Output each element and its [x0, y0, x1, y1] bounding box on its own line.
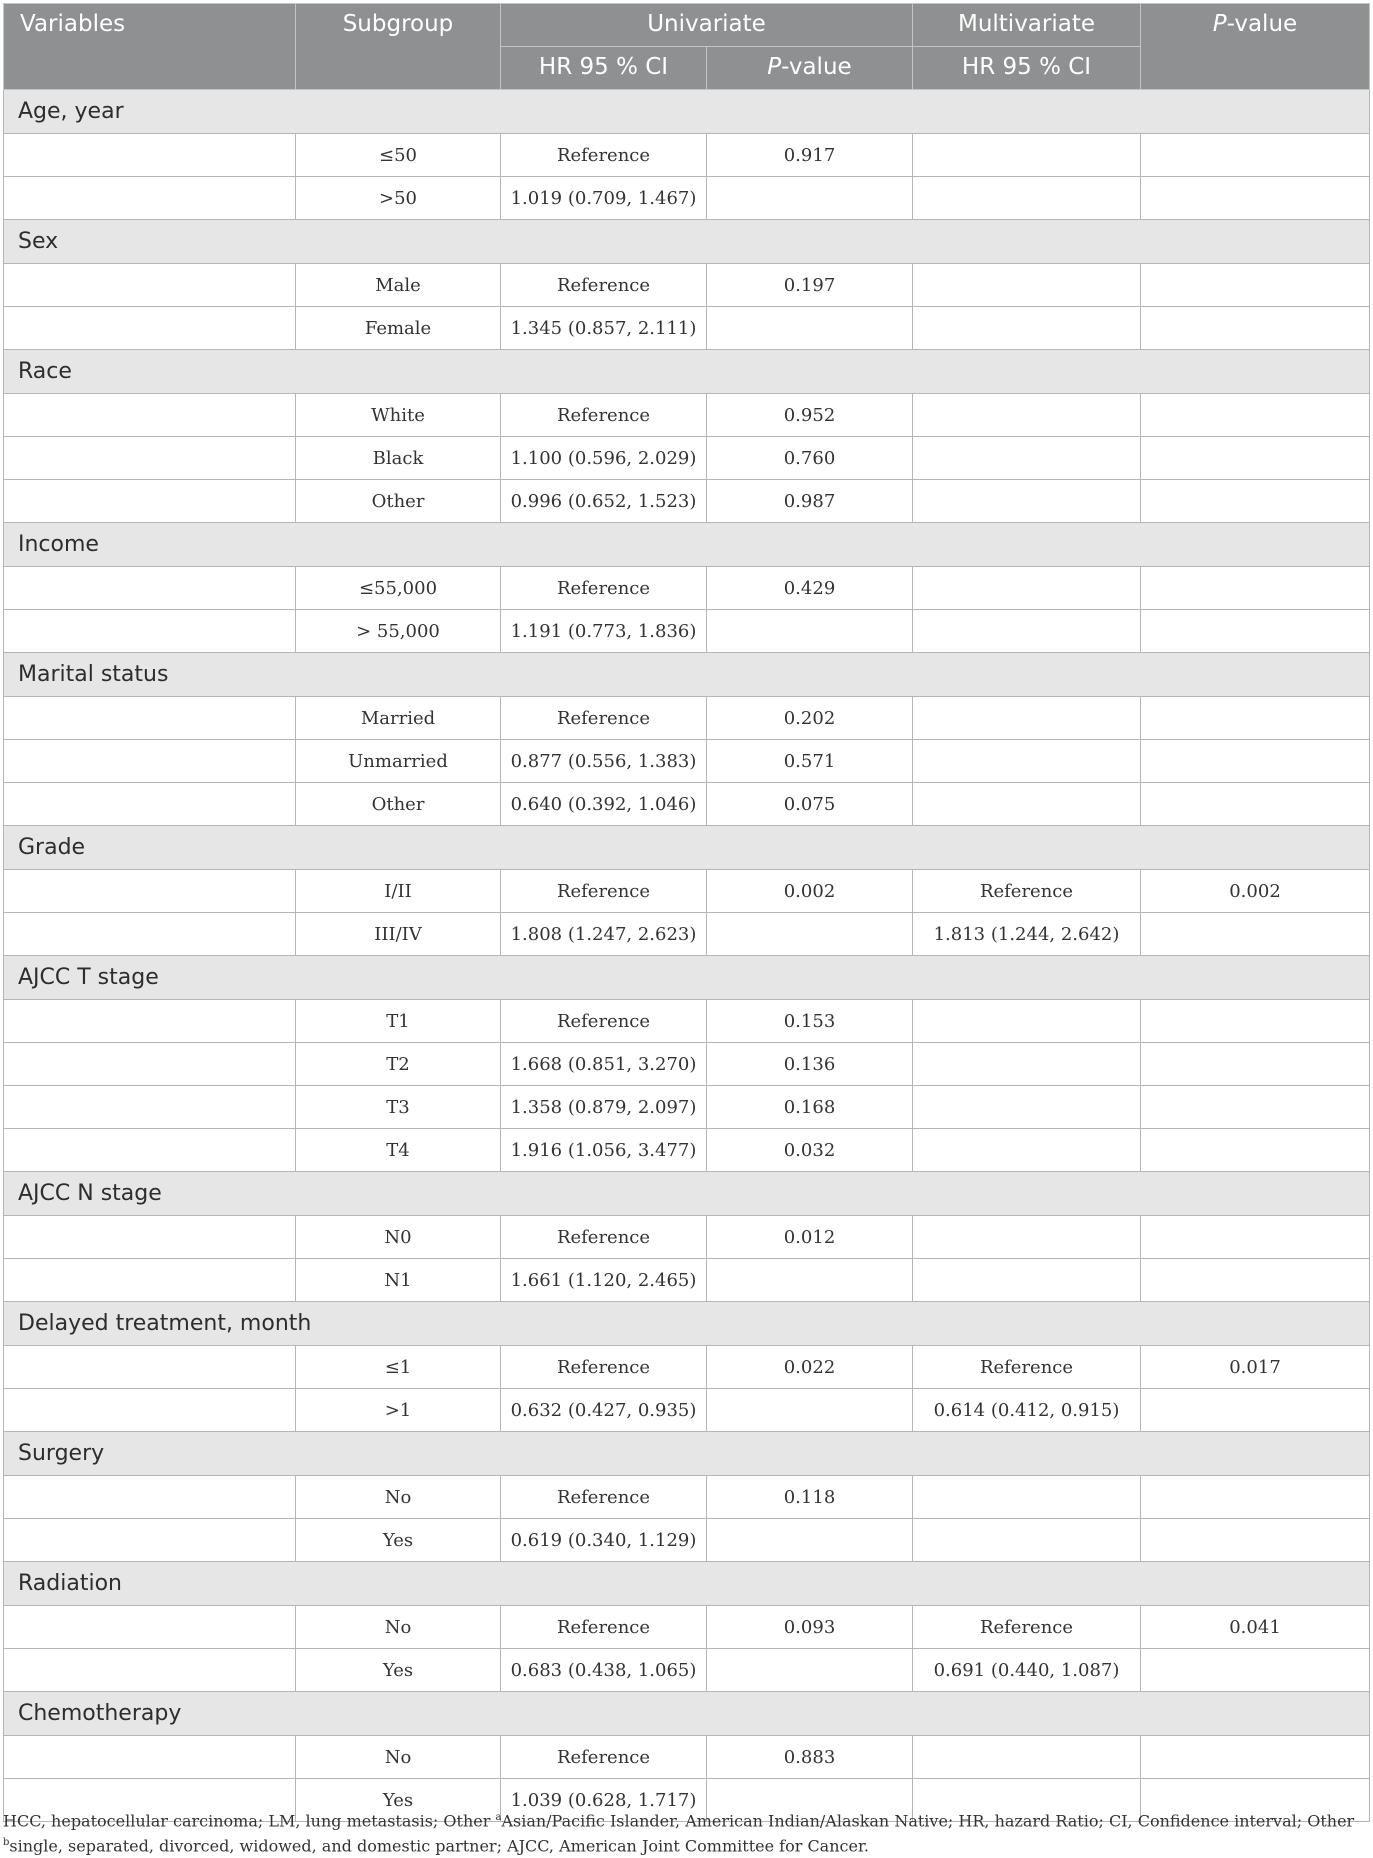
multivariate-hr-cell [913, 610, 1141, 653]
variable-cell [4, 1476, 296, 1519]
univariate-hr-cell: 0.640 (0.392, 1.046) [501, 783, 707, 826]
multivariate-hr-cell: Reference [913, 1606, 1141, 1649]
header-p-value [1141, 4, 1370, 90]
subgroup-cell: No [296, 1606, 501, 1649]
subgroup-cell: ≤50 [296, 134, 501, 177]
univariate-p-cell: 0.760 [707, 437, 913, 480]
univariate-p-cell [707, 1259, 913, 1302]
table-row [4, 1346, 1370, 1389]
univariate-hr-cell: 1.019 (0.709, 1.467) [501, 177, 707, 220]
table-row [4, 177, 1370, 220]
header-subgroup: Subgroup [296, 4, 501, 90]
variable-cell [4, 1129, 296, 1172]
univariate-hr-cell: Reference [501, 870, 707, 913]
univariate-hr-cell: Reference [501, 1606, 707, 1649]
univariate-p-cell: 0.952 [707, 394, 913, 437]
variable-cell [4, 1649, 296, 1692]
multivariate-p-cell [1141, 567, 1370, 610]
subgroup-cell: III/IV [296, 913, 501, 956]
univariate-hr-cell: Reference [501, 134, 707, 177]
multivariate-p-cell [1141, 1389, 1370, 1432]
univariate-hr-cell: 1.916 (1.056, 3.477) [501, 1129, 707, 1172]
variable-cell [4, 1389, 296, 1432]
subgroup-cell: T2 [296, 1043, 501, 1086]
variable-cell [4, 913, 296, 956]
subgroup-cell: ≤55,000 [296, 567, 501, 610]
header-p-univariate [707, 47, 913, 90]
subgroup-cell: Male [296, 264, 501, 307]
multivariate-hr-cell: 1.813 (1.244, 2.642) [913, 913, 1141, 956]
univariate-p-cell: 0.012 [707, 1216, 913, 1259]
univariate-hr-cell: 0.632 (0.427, 0.935) [501, 1389, 707, 1432]
table-row [4, 1259, 1370, 1302]
univariate-hr-cell: 0.619 (0.340, 1.129) [501, 1519, 707, 1562]
univariate-p-cell [707, 177, 913, 220]
multivariate-hr-cell [913, 740, 1141, 783]
table-row [4, 610, 1370, 653]
subgroup-cell: >50 [296, 177, 501, 220]
regression-table-container [3, 3, 1369, 1822]
table-row [4, 783, 1370, 826]
univariate-p-cell: 0.093 [707, 1606, 913, 1649]
multivariate-p-cell [1141, 177, 1370, 220]
univariate-hr-cell: Reference [501, 1476, 707, 1519]
table-row [4, 913, 1370, 956]
multivariate-p-cell [1141, 783, 1370, 826]
subgroup-cell: Unmarried [296, 740, 501, 783]
variable-cell [4, 480, 296, 523]
variable-cell [4, 610, 296, 653]
subgroup-cell: White [296, 394, 501, 437]
multivariate-p-cell [1141, 1216, 1370, 1259]
univariate-hr-cell: Reference [501, 1000, 707, 1043]
multivariate-hr-cell [913, 307, 1141, 350]
variable-cell [4, 1346, 296, 1389]
univariate-hr-cell: 0.996 (0.652, 1.523) [501, 480, 707, 523]
multivariate-hr-cell [913, 177, 1141, 220]
table-row [4, 264, 1370, 307]
univariate-hr-cell: 1.039 (0.628, 1.717) [501, 1779, 707, 1822]
variable-cell [4, 1606, 296, 1649]
multivariate-p-cell: 0.017 [1141, 1346, 1370, 1389]
multivariate-hr-cell [913, 567, 1141, 610]
multivariate-p-cell [1141, 437, 1370, 480]
multivariate-p-cell [1141, 1476, 1370, 1519]
multivariate-hr-cell [913, 1129, 1141, 1172]
multivariate-hr-cell [913, 264, 1141, 307]
variable-cell [4, 134, 296, 177]
category-label: Marital status [4, 653, 1370, 697]
univariate-hr-cell: Reference [501, 567, 707, 610]
multivariate-hr-cell: Reference [913, 870, 1141, 913]
table-row [4, 870, 1370, 913]
univariate-hr-cell: 0.683 (0.438, 1.065) [501, 1649, 707, 1692]
multivariate-p-cell [1141, 1259, 1370, 1302]
multivariate-p-cell [1141, 394, 1370, 437]
table-row [4, 1389, 1370, 1432]
univariate-hr-cell: Reference [501, 697, 707, 740]
variable-cell [4, 437, 296, 480]
subgroup-cell: T1 [296, 1000, 501, 1043]
variable-cell [4, 264, 296, 307]
multivariate-hr-cell [913, 1259, 1141, 1302]
category-label: Income [4, 523, 1370, 567]
category-row [4, 826, 1370, 870]
multivariate-hr-cell [913, 1086, 1141, 1129]
table-row [4, 740, 1370, 783]
subgroup-cell: >1 [296, 1389, 501, 1432]
subgroup-cell: > 55,000 [296, 610, 501, 653]
category-row [4, 523, 1370, 567]
univariate-hr-cell: 1.358 (0.879, 2.097) [501, 1086, 707, 1129]
multivariate-hr-cell: 0.691 (0.440, 1.087) [913, 1649, 1141, 1692]
univariate-p-cell: 0.168 [707, 1086, 913, 1129]
univariate-p-cell [707, 913, 913, 956]
multivariate-hr-cell: 0.614 (0.412, 0.915) [913, 1389, 1141, 1432]
subgroup-cell: Married [296, 697, 501, 740]
variable-cell [4, 870, 296, 913]
subgroup-cell: Yes [296, 1779, 501, 1822]
table-row [4, 1476, 1370, 1519]
header-p-suffix: -value [1226, 11, 1298, 37]
univariate-p-cell [707, 307, 913, 350]
univariate-hr-cell: 1.191 (0.773, 1.836) [501, 610, 707, 653]
univariate-p-cell: 0.202 [707, 697, 913, 740]
multivariate-p-cell [1141, 1129, 1370, 1172]
subgroup-cell: Yes [296, 1519, 501, 1562]
multivariate-hr-cell [913, 697, 1141, 740]
table-row [4, 1086, 1370, 1129]
footnote-part1: HCC, hepatocellular carcinoma; LM, lung metastasis; Other [3, 1811, 496, 1831]
variable-cell [4, 1259, 296, 1302]
category-label: Delayed treatment, month [4, 1302, 1370, 1346]
univariate-p-cell: 0.883 [707, 1736, 913, 1779]
univariate-p-cell: 0.136 [707, 1043, 913, 1086]
multivariate-p-cell [1141, 1649, 1370, 1692]
footnote-sup-b: b [3, 1837, 10, 1849]
table-row [4, 1606, 1370, 1649]
variable-cell [4, 177, 296, 220]
multivariate-p-cell: 0.002 [1141, 870, 1370, 913]
multivariate-hr-cell [913, 437, 1141, 480]
univariate-p-cell: 0.022 [707, 1346, 913, 1389]
multivariate-p-cell [1141, 610, 1370, 653]
category-label: Chemotherapy [4, 1692, 1370, 1736]
multivariate-hr-cell [913, 394, 1141, 437]
regression-table [3, 3, 1370, 1822]
multivariate-p-cell [1141, 1519, 1370, 1562]
table-row [4, 1043, 1370, 1086]
univariate-hr-cell: Reference [501, 1736, 707, 1779]
multivariate-p-cell [1141, 913, 1370, 956]
category-row [4, 1692, 1370, 1736]
univariate-hr-cell: 1.668 (0.851, 3.270) [501, 1043, 707, 1086]
univariate-hr-cell: 1.661 (1.120, 2.465) [501, 1259, 707, 1302]
multivariate-p-cell [1141, 1043, 1370, 1086]
multivariate-hr-cell: Reference [913, 1346, 1141, 1389]
multivariate-p-cell [1141, 307, 1370, 350]
header-p-uni-italic: P [767, 54, 782, 80]
category-label: AJCC N stage [4, 1172, 1370, 1216]
category-row [4, 956, 1370, 1000]
univariate-hr-cell: 1.808 (1.247, 2.623) [501, 913, 707, 956]
table-row [4, 1519, 1370, 1562]
univariate-hr-cell: Reference [501, 1216, 707, 1259]
multivariate-hr-cell [913, 1000, 1141, 1043]
multivariate-p-cell [1141, 264, 1370, 307]
subgroup-cell: Female [296, 307, 501, 350]
category-row [4, 1432, 1370, 1476]
subgroup-cell: T3 [296, 1086, 501, 1129]
category-label: Radiation [4, 1562, 1370, 1606]
univariate-hr-cell: Reference [501, 1346, 707, 1389]
multivariate-hr-cell [913, 1519, 1141, 1562]
table-body [4, 90, 1370, 1822]
header-multivariate: Multivariate [913, 4, 1141, 47]
footnote-part3: single, separated, divorced, widowed, and domestic partner; AJCC, American Joint Committee for Cancer. [9, 1836, 869, 1856]
univariate-hr-cell: 0.877 (0.556, 1.383) [501, 740, 707, 783]
multivariate-hr-cell [913, 134, 1141, 177]
variable-cell [4, 1000, 296, 1043]
multivariate-hr-cell [913, 783, 1141, 826]
table-row [4, 1216, 1370, 1259]
subgroup-cell: No [296, 1736, 501, 1779]
multivariate-p-cell [1141, 1736, 1370, 1779]
variable-cell [4, 567, 296, 610]
multivariate-hr-cell [913, 1043, 1141, 1086]
header-p-italic: P [1212, 11, 1227, 37]
multivariate-hr-cell [913, 1476, 1141, 1519]
header-variables: Variables [4, 4, 296, 90]
table-row [4, 567, 1370, 610]
univariate-p-cell: 0.075 [707, 783, 913, 826]
category-label: Race [4, 350, 1370, 394]
variable-cell [4, 1216, 296, 1259]
subgroup-cell: I/II [296, 870, 501, 913]
multivariate-p-cell [1141, 480, 1370, 523]
subgroup-cell: No [296, 1476, 501, 1519]
subgroup-cell: ≤1 [296, 1346, 501, 1389]
multivariate-p-cell [1141, 1000, 1370, 1043]
category-row [4, 350, 1370, 394]
subgroup-cell: T4 [296, 1129, 501, 1172]
table-row [4, 480, 1370, 523]
category-label: AJCC T stage [4, 956, 1370, 1000]
univariate-p-cell: 0.118 [707, 1476, 913, 1519]
category-label: Age, year [4, 90, 1370, 134]
variable-cell [4, 697, 296, 740]
univariate-p-cell [707, 1649, 913, 1692]
subgroup-cell: Other [296, 783, 501, 826]
variable-cell [4, 1086, 296, 1129]
univariate-hr-cell: Reference [501, 264, 707, 307]
category-row [4, 1562, 1370, 1606]
table-row [4, 697, 1370, 740]
multivariate-p-cell [1141, 134, 1370, 177]
variable-cell [4, 740, 296, 783]
univariate-p-cell [707, 1519, 913, 1562]
table-row [4, 1000, 1370, 1043]
multivariate-hr-cell [913, 480, 1141, 523]
univariate-p-cell: 0.153 [707, 1000, 913, 1043]
univariate-p-cell [707, 1389, 913, 1432]
univariate-p-cell: 0.987 [707, 480, 913, 523]
multivariate-p-cell [1141, 740, 1370, 783]
table-row [4, 437, 1370, 480]
variable-cell [4, 1519, 296, 1562]
table-row [4, 1736, 1370, 1779]
category-row [4, 653, 1370, 697]
subgroup-cell: N1 [296, 1259, 501, 1302]
table-row [4, 1129, 1370, 1172]
univariate-p-cell: 0.429 [707, 567, 913, 610]
multivariate-hr-cell [913, 1736, 1141, 1779]
univariate-p-cell: 0.197 [707, 264, 913, 307]
univariate-hr-cell: 1.100 (0.596, 2.029) [501, 437, 707, 480]
subgroup-cell: N0 [296, 1216, 501, 1259]
table-row [4, 1649, 1370, 1692]
univariate-p-cell: 0.002 [707, 870, 913, 913]
category-label: Grade [4, 826, 1370, 870]
univariate-hr-cell: 1.345 (0.857, 2.111) [501, 307, 707, 350]
subgroup-cell: Other [296, 480, 501, 523]
category-row [4, 1302, 1370, 1346]
header-hr-multivariate: HR 95 % CI [913, 47, 1141, 90]
multivariate-hr-cell [913, 1216, 1141, 1259]
univariate-p-cell: 0.917 [707, 134, 913, 177]
table-row [4, 394, 1370, 437]
category-label: Sex [4, 220, 1370, 264]
table-row [4, 134, 1370, 177]
univariate-p-cell: 0.571 [707, 740, 913, 783]
category-row [4, 220, 1370, 264]
category-label: Surgery [4, 1432, 1370, 1476]
univariate-p-cell: 0.032 [707, 1129, 913, 1172]
variable-cell [4, 783, 296, 826]
subgroup-cell: Yes [296, 1649, 501, 1692]
table-footnote [3, 1807, 1369, 1858]
subgroup-cell: Black [296, 437, 501, 480]
table-row [4, 307, 1370, 350]
multivariate-p-cell: 0.041 [1141, 1606, 1370, 1649]
header-univariate: Univariate [501, 4, 913, 47]
category-row [4, 90, 1370, 134]
category-row [4, 1172, 1370, 1216]
variable-cell [4, 1043, 296, 1086]
variable-cell [4, 307, 296, 350]
multivariate-p-cell [1141, 697, 1370, 740]
header-hr-univariate: HR 95 % CI [501, 47, 707, 90]
footnote-part2: Asian/Pacific Islander, American Indian/Alaskan Native; HR, hazard Ratio; CI, Confidence interval; Other [501, 1811, 1355, 1831]
variable-cell [4, 1736, 296, 1779]
univariate-hr-cell: Reference [501, 394, 707, 437]
multivariate-p-cell [1141, 1086, 1370, 1129]
footnote-sup-a: a [495, 1812, 502, 1823]
univariate-p-cell [707, 610, 913, 653]
header-p-uni-suffix: -value [781, 54, 852, 80]
variable-cell [4, 394, 296, 437]
